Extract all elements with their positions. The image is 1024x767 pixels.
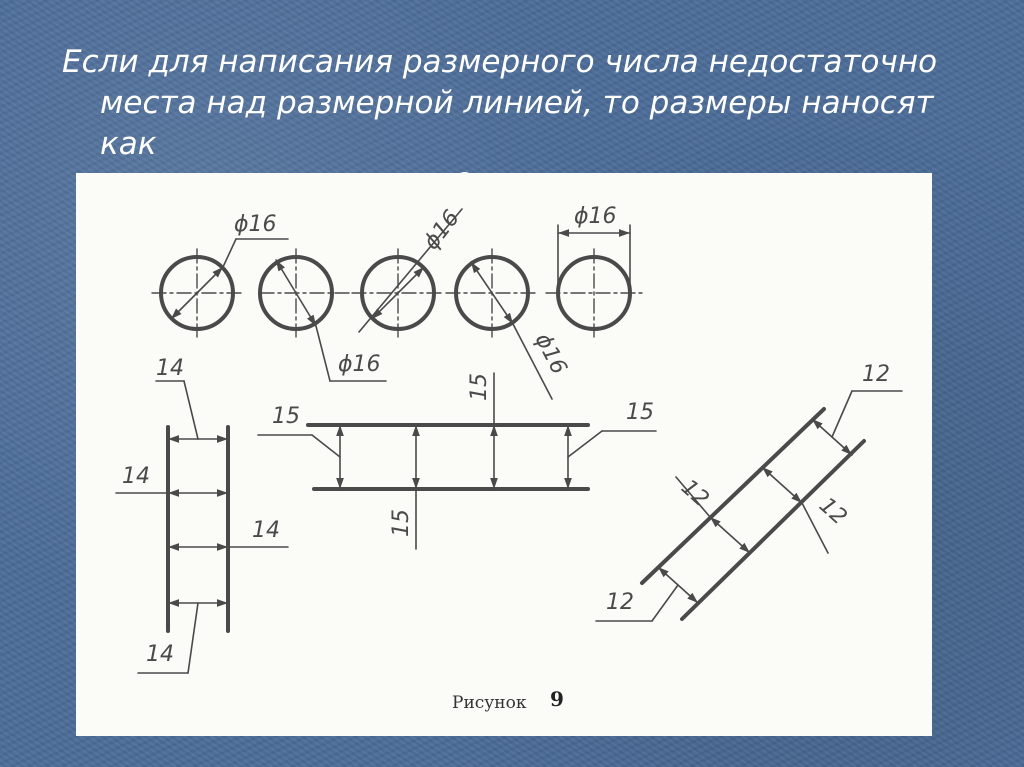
- circle-5-dim-text: ϕ16: [574, 204, 617, 229]
- left-dimension-group: [116, 356, 288, 673]
- circle-2-dim-text: ϕ16: [338, 352, 381, 377]
- circle-5: [546, 204, 644, 337]
- middle-dim-text-3: 15: [389, 509, 414, 537]
- figure-caption-word: Рисунок: [452, 693, 527, 713]
- right-dim-text-4: 12: [606, 590, 634, 615]
- circle-1-dim-text: ϕ16: [234, 212, 277, 237]
- circle-1: [152, 212, 288, 337]
- right-dim-text-1: 12: [862, 362, 890, 387]
- title-line-1: Если для написания размерного числа недостаточно: [62, 44, 938, 80]
- middle-dim-text-2: 15: [467, 373, 492, 401]
- figure-caption-number: 9: [550, 687, 564, 711]
- middle-dim-text-1: 15: [272, 404, 300, 429]
- circle-3: [352, 206, 465, 337]
- left-dim-text-2: 14: [122, 464, 150, 489]
- left-dim-text-1: 14: [156, 356, 184, 381]
- right-dim-text-3: 12: [813, 492, 852, 531]
- middle-dimension-group: [258, 373, 656, 549]
- circle-4-dim-text: ϕ16: [529, 329, 572, 379]
- right-dim-text-2: 12: [675, 474, 714, 513]
- left-dim-text-4: 14: [146, 642, 174, 667]
- left-dim-text-3: 14: [252, 518, 280, 543]
- circle-dimension-row: [152, 204, 644, 399]
- technical-drawing: [76, 173, 932, 736]
- figure-panel: [76, 173, 932, 736]
- circle-3-dim-text: ϕ16: [419, 205, 465, 255]
- circle-4: [446, 249, 571, 399]
- title-line-2: места над размерной линией, то размеры наносят как: [100, 85, 934, 162]
- middle-dim-text-4: 15: [626, 400, 654, 425]
